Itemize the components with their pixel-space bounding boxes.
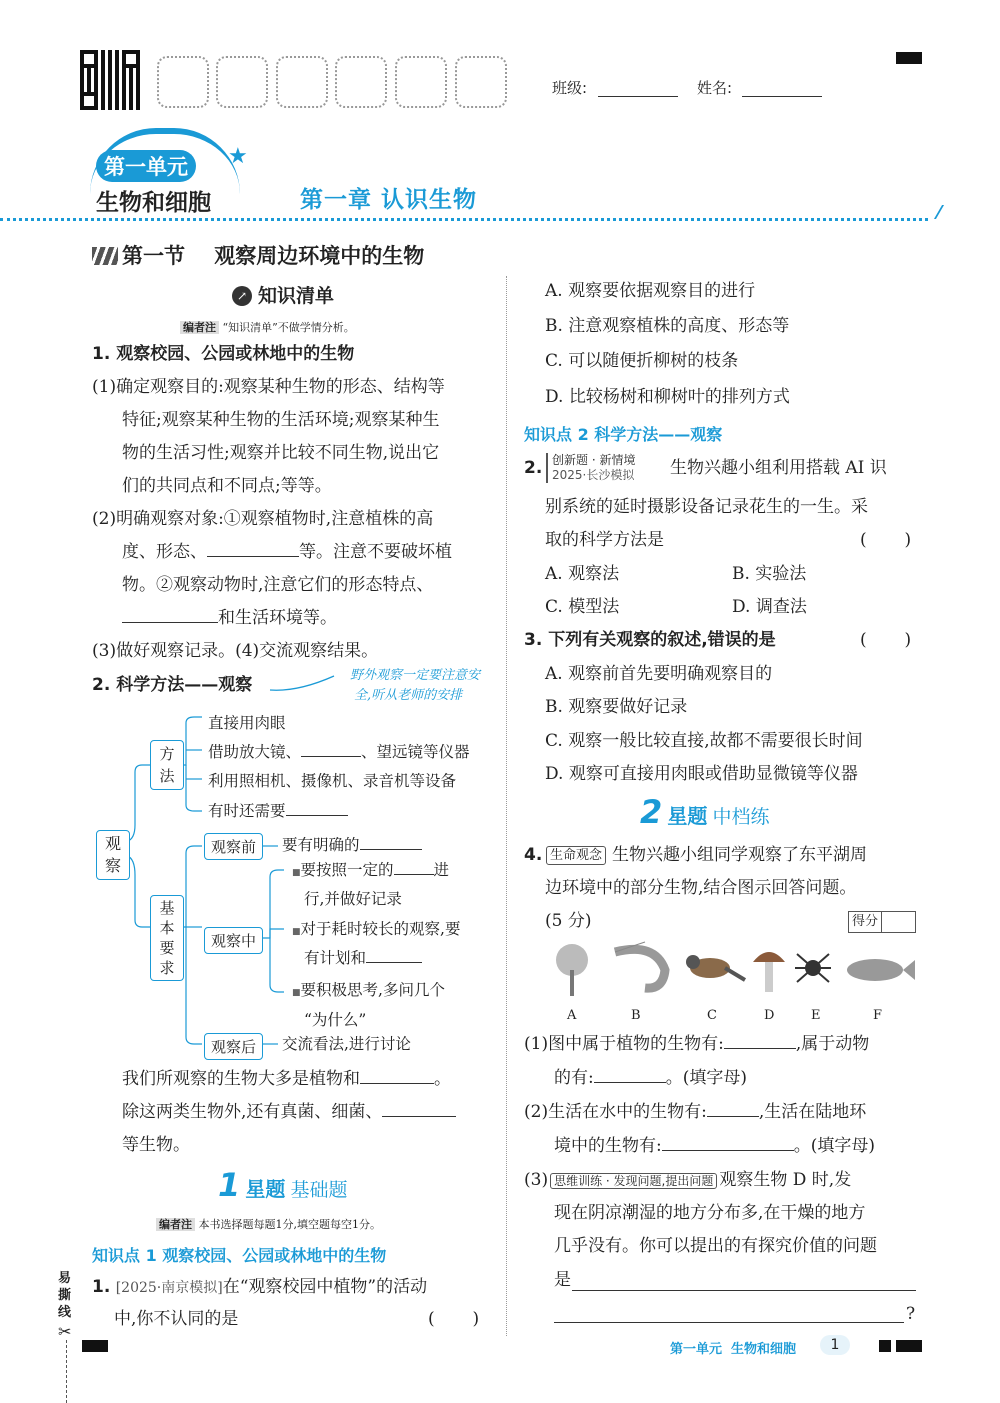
star-1-heading: 1 星题 基础题 [218, 1166, 348, 1204]
q3-answer[interactable]: ( ) [860, 630, 912, 650]
blank[interactable] [394, 856, 434, 875]
footer-unit: 第一单元 生物和细胞 [670, 1342, 797, 1357]
p1-2-line4: 和生活环境等。 [122, 602, 337, 635]
knowledge-title: 知识清单 [258, 285, 335, 307]
divider [0, 218, 928, 221]
blank[interactable] [286, 797, 348, 816]
summary-2: 除这两类生物外,还有真菌、细菌、 [122, 1096, 456, 1129]
q4-3-line1: (3) 思维训练 · 发现问题,提出问题 观察生物 D 时,发 [524, 1170, 852, 1190]
q1-option-a[interactable]: A. 观察要依据观察目的进行 [545, 281, 756, 301]
qr-code [80, 50, 140, 110]
q2-tags: 创新题 · 新情境 2025·长沙模拟 [546, 453, 635, 483]
q2-line1: 2. [524, 458, 543, 478]
q4-text1: 生物兴趣小组同学观察了东平湖周 [612, 845, 867, 865]
q4-3-line2: 现在阴凉潮湿的地方分布多,在干燥的地方 [554, 1203, 866, 1223]
during-3: ■要积极思考,多问几个 [292, 981, 445, 999]
page-number: 1 [820, 1335, 850, 1355]
answer-line-1[interactable] [572, 1290, 916, 1291]
score-box[interactable]: 得分 [848, 911, 916, 933]
p1-2-line1: (2)明确观察对象:①观察植物时,注意植株的高 [92, 509, 434, 529]
shrimp-image [615, 942, 665, 988]
star-icon: ★ [228, 144, 248, 169]
label-e: E [811, 1008, 821, 1023]
star-2-heading: 2 星题 中档练 [640, 793, 770, 831]
q4-text2: 边环境中的部分生物,结合图示回答问题。 [545, 878, 857, 898]
during-2: ■对于耗时较长的观察,要 [292, 920, 461, 938]
name-label: 姓名: [697, 79, 733, 97]
summary-1: 我们所观察的生物大多是植物和 。 [122, 1063, 451, 1096]
corner-mark [896, 52, 922, 64]
section-title: 第一节 观察周边环境中的生物 [122, 244, 425, 268]
q2-text2: 别系统的延时摄影设备记录花生的一生。采 [545, 497, 868, 517]
q4-1-line2: 的有: 。(填字母) [554, 1062, 747, 1095]
stage-before: 观察前 [204, 833, 263, 860]
column-divider [506, 276, 507, 1336]
knowledge-icon: ↗ [232, 286, 252, 306]
answer-line-2[interactable] [554, 1322, 904, 1323]
tear-line [66, 1340, 67, 1403]
class-field[interactable] [598, 96, 678, 97]
q2-text3: 取的科学方法是 [545, 530, 664, 550]
q4-3-line3: 几乎没有。你可以提出的有探究价值的问题 [554, 1236, 877, 1256]
q2-option-b[interactable]: B. 实验法 [732, 564, 807, 584]
q1-line2: 中,你不认同的是 [114, 1309, 239, 1329]
blank[interactable] [122, 602, 218, 623]
box-2 [216, 56, 268, 108]
q3-line1: 3. 下列有关观察的叙述,错误的是 [524, 630, 776, 650]
q4-2-line2: 境中的生物有: 。(填字母) [554, 1130, 875, 1163]
blank[interactable] [707, 1096, 759, 1117]
blank[interactable] [207, 536, 299, 557]
mindmap-method: 方法 [150, 740, 184, 790]
method-4: 有时还需要 [208, 797, 348, 826]
q2-option-d[interactable]: D. 调查法 [732, 597, 807, 617]
label-d: D [764, 1008, 775, 1023]
q4-score: (5 分) [545, 911, 592, 931]
p1-1-line3: 物的生活习性;观察并比较不同生物,说出它 [122, 443, 440, 463]
blank[interactable] [724, 1028, 796, 1049]
p1-2-line2: 度、形态、 等。注意不要破坏植 [122, 536, 452, 569]
blank[interactable] [366, 944, 422, 963]
stage-during: 观察中 [204, 927, 263, 954]
q4-1-line1: (1)图中属于植物的生物有: ,属于动物 [524, 1028, 869, 1061]
method-3: 利用照相机、摄像机、录音机等设备 [208, 772, 457, 790]
unit-title: 生物和细胞 [96, 190, 211, 216]
before-text: 要有明确的 [282, 831, 422, 860]
label-b: B [631, 1008, 641, 1023]
unit-badge: 第一单元 [96, 150, 196, 182]
safety-note: 野外观察一定要注意安 全,听从老师的安排 [350, 668, 481, 703]
footer-mark-2 [896, 1340, 922, 1352]
method-1: 直接用肉眼 [208, 714, 286, 732]
footer-mark-1 [879, 1340, 891, 1352]
during-1: ■要按照一定的 进 [292, 856, 449, 888]
during-1b: 行,并做好记录 [304, 890, 402, 908]
p1-3: (3)做好观察记录。(4)交流观察结果。 [92, 641, 379, 661]
tear-line-label: 易撕线 [58, 1271, 72, 1320]
spider-image [795, 954, 831, 982]
q4-2-line1: (2)生活在水中的生物有: ,生活在陆地环 [524, 1096, 866, 1129]
scissors-icon: ✂ [58, 1322, 72, 1341]
p1-2-line3: 物。②观察动物时,注意它们的形态特点、 [122, 575, 434, 595]
method-2: 借助放大镜、 、望远镜等仪器 [208, 738, 470, 767]
q1-option-d[interactable]: D. 比较杨树和柳树叶的排列方式 [545, 387, 790, 407]
mindmap-requirements: 基本要求 [150, 895, 184, 981]
q2-text1: 生物兴趣小组利用搭载 AI 识 [670, 458, 887, 478]
box-5 [395, 56, 447, 108]
q2-answer[interactable]: ( ) [860, 530, 912, 550]
q3-option-a[interactable]: A. 观察前首先要明确观察目的 [545, 664, 773, 684]
knowledge-point-2: 知识点 2 科学方法——观察 [524, 425, 723, 444]
divider-end [922, 205, 944, 219]
tree-image [556, 944, 588, 996]
q3-option-d[interactable]: D. 观察可直接用肉眼或借助显微镜等仪器 [545, 764, 858, 784]
bird-image [686, 955, 745, 980]
label-f: F [873, 1008, 883, 1023]
name-field[interactable] [742, 96, 822, 97]
stage-after: 观察后 [204, 1033, 263, 1060]
editor-note: 编者注 “知识清单”不做学情分析。 [180, 319, 355, 335]
q4-num: 4. [524, 845, 543, 865]
editor-note-2: 编者注 本书选择题每题1分,填空题每空1分。 [156, 1216, 381, 1232]
mushroom-image [753, 952, 785, 992]
after-text: 交流看法,进行讨论 [282, 1035, 411, 1053]
q1-option-c[interactable]: C. 可以随便折柳树的枝条 [545, 351, 739, 371]
q4-tag: 生命观念 [546, 846, 606, 865]
section-bar [92, 247, 118, 265]
blank[interactable] [662, 1130, 794, 1151]
q3-option-c[interactable]: C. 观察一般比较直接,故都不需要很长时间 [545, 731, 863, 751]
p1-1-line4: 们的共同点和不同点;等等。 [122, 476, 332, 496]
q2-option-a[interactable]: A. 观察法 [545, 564, 620, 584]
blank[interactable] [594, 1062, 666, 1083]
p1-title: 1. 观察校园、公园或林地中的生物 [92, 344, 355, 364]
class-label: 班级: [552, 79, 588, 97]
q4-3-line4: 是 [554, 1270, 571, 1290]
q3-option-b[interactable]: B. 观察要做好记录 [545, 697, 688, 717]
chapter-title: 第一章 认识生物 [300, 187, 478, 213]
label-c: C [707, 1008, 717, 1023]
during-2b: 有计划和 [304, 944, 422, 973]
q2-option-c[interactable]: C. 模型法 [545, 597, 620, 617]
box-1 [157, 56, 209, 108]
note-arrow [268, 672, 338, 696]
box-4 [335, 56, 387, 108]
question-mark: ? [906, 1304, 916, 1324]
blank[interactable] [360, 1063, 434, 1084]
blank[interactable] [301, 738, 361, 757]
organism-images [545, 940, 915, 1000]
q1-line1: 1. [2025·南京模拟]在“观察校园中植物”的活动 [92, 1277, 428, 1297]
p2-title: 2. 科学方法——观察 [92, 675, 253, 695]
box-3 [276, 56, 328, 108]
mindmap-root: 观察 [96, 830, 130, 880]
label-a: A [567, 1008, 577, 1023]
summary-3: 等生物。 [122, 1135, 190, 1155]
box-6 [455, 56, 507, 108]
left-bottom-mark [82, 1340, 108, 1352]
during-3b: “为什么” [304, 1011, 367, 1029]
q1-option-b[interactable]: B. 注意观察植株的高度、形态等 [545, 316, 790, 336]
knowledge-point-1: 知识点 1 观察校园、公园或林地中的生物 [92, 1246, 387, 1265]
blank[interactable] [382, 1096, 456, 1117]
q1-answer[interactable]: ( ) [428, 1309, 480, 1329]
p1-1-line2: 特征;观察某种生物的生活环境;观察某种生 [122, 410, 440, 430]
blank[interactable] [360, 831, 422, 850]
p1-1-line1: (1)确定观察目的:观察某种生物的形态、结构等 [92, 377, 445, 397]
fish-image [847, 959, 915, 981]
